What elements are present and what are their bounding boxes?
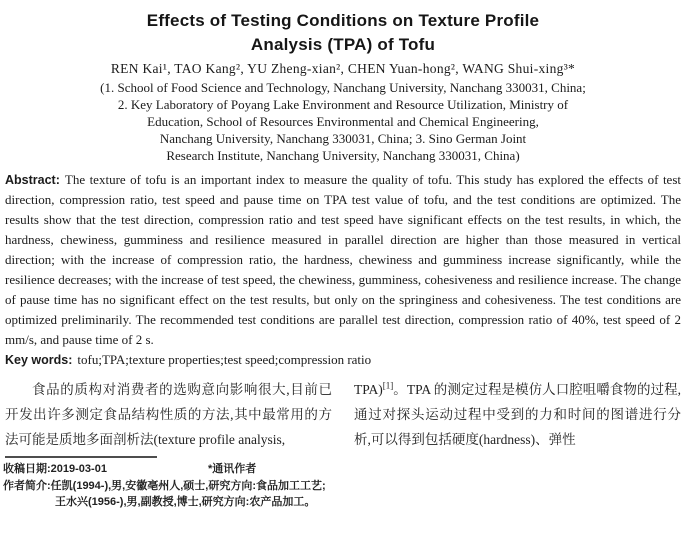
title-line-1: Effects of Testing Conditions on Texture Profile xyxy=(146,11,540,30)
corresponding-author-note: *通讯作者 xyxy=(208,463,257,475)
affiliation-line: Nanchang University, Nanchang 330031, China; 3. Sino German Joint xyxy=(159,131,527,146)
affiliation-line: Education, School of Resources Environmental and Chemical Engineering, xyxy=(147,114,539,129)
authors-line: REN Kai¹, TAO Kang², YU Zheng-xian², CHEN Yuan-hong², WANG Shui-xing³* xyxy=(110,61,576,76)
keywords-label: Key words: xyxy=(5,353,73,367)
paper-title xyxy=(0,9,686,57)
affiliations-block xyxy=(0,79,686,164)
abstract-text: The texture of tofu is an important index to measure the quality of tofu. This study has explored the effects of test direction, compression ratio, test speed and pause time on TPA test value of tofu, and the test conditions are optimized. The results show that the test direction, compression ratio and test speed have significant effects on the test results, in which, the hardness, chewiness, gumminess and resilience measured in parallel direction are higher than those measured in vertical direction; with the increase of compression ratio, the hardness, chewiness and gumminess increase significantly, while the resilience decreases; with the increase of test speed, the chewiness, gumminess, cohesiveness and resilience increase. The change of pause time has no significant effect on the test results, but only on the springiness and cohesiveness. The test conditions are optimized preliminarily. The recommended test conditions are parallel test direction, compression ratio of 40%, test speed of 2 mm/s, and pause time of 2 s. xyxy=(5,172,681,347)
affiliation-line: Research Institute, Nanchang University, Nanchang 330031, China) xyxy=(166,148,520,163)
footnote-divider xyxy=(5,456,157,458)
keywords-text: tofu;TPA;texture properties;test speed;compression ratio xyxy=(77,352,372,367)
affiliation-line: 2. Key Laboratory of Poyang Lake Environment and Resource Utilization, Ministry of xyxy=(117,97,569,112)
abstract-paragraph xyxy=(5,170,681,350)
title-line-2: Analysis (TPA) of Tofu xyxy=(250,35,436,54)
received-date: 收稿日期:2019-03-01 xyxy=(3,463,107,475)
footnote-row-1 xyxy=(3,461,686,478)
body-right-text-rest: 。TPA 的测定过程是模仿人口腔咀嚼食物的过程,通过对探头运动过程中受到的力和时间的图谱进行分析,可以得到包括硬度(hardness)、弹性 xyxy=(354,382,681,447)
body-right-text-start: TPA) xyxy=(354,382,383,397)
affiliation-line: (1. School of Food Science and Technology, Nanchang University, Nanchang 330031, China; xyxy=(100,80,586,95)
body-column-left: 食品的质构对消费者的选购意向影响很大,目前已开发出许多测定食品结构性质的方法,其中最常用的方法可能是质地多面剖析法(texture profile analysis, xyxy=(5,382,332,447)
keywords-line xyxy=(5,350,681,370)
author-bio-line-2: 王水兴(1956-),男,副教授,博士,研究方向:农产品加工。 xyxy=(55,496,316,508)
author-bio-line-1: 作者简介:任凯(1994-),男,安徽亳州人,硕士,研究方向:食品加工工艺; xyxy=(3,479,326,492)
abstract-label: Abstract: xyxy=(5,173,60,187)
footnote-block xyxy=(3,461,686,511)
two-column-body xyxy=(5,377,681,452)
body-column-right xyxy=(354,377,681,452)
citation-superscript: [1] xyxy=(382,380,394,391)
